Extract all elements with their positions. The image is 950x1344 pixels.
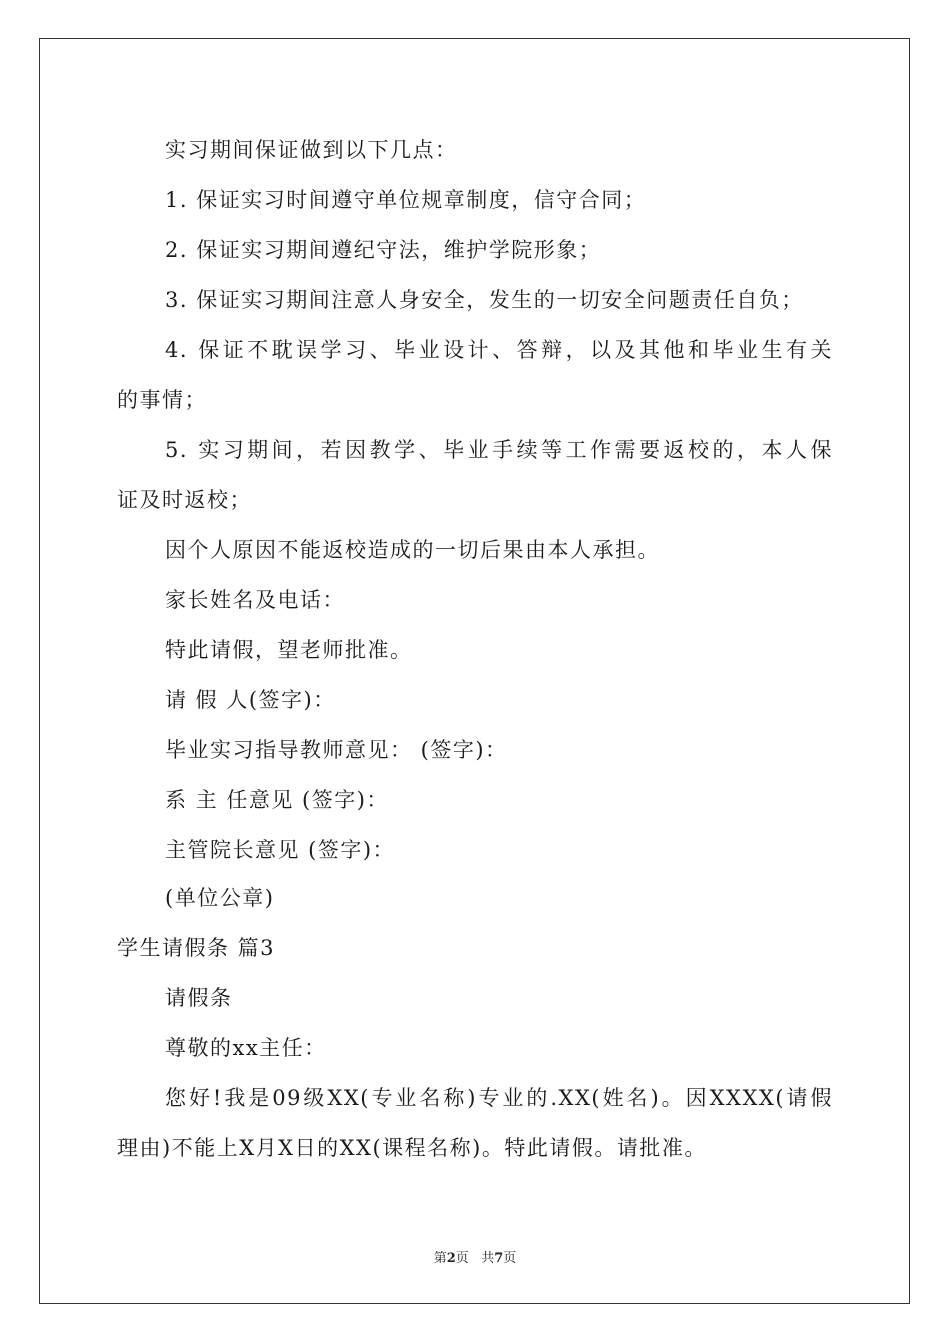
text-line-applicant-signature: 请 假 人(签字)： (165, 688, 336, 712)
footer-prefix: 第 (433, 1251, 447, 1266)
text-line-dept-head-opinion: 系 主 任意见 (签字)： (165, 788, 389, 812)
footer-page-label: 页 (455, 1251, 469, 1266)
letter-title: 请假条 (165, 986, 233, 1010)
footer-total-suffix: 页 (503, 1251, 517, 1266)
page-frame (39, 38, 910, 1304)
text-line-item-4: 4. 保证不耽误学习、毕业设计、答辩，以及其他和毕业生有关 (165, 338, 833, 362)
footer-total-pages: 7 (494, 1251, 504, 1266)
footer-total-prefix: 共 (481, 1251, 495, 1266)
text-line-request: 特此请假，望老师批准。 (165, 638, 413, 662)
text-line-dean-opinion: 主管院长意见 (签字)： (165, 838, 396, 862)
text-line-parent-contact: 家长姓名及电话： (165, 588, 345, 612)
text-line-unit-seal: (单位公章) (165, 886, 275, 910)
letter-salutation: 尊敬的xx主任： (165, 1036, 327, 1060)
text-line-item-2: 2. 保证实习期间遵纪守法，维护学院形象； (165, 238, 602, 262)
text-line-advisor-opinion: 毕业实习指导教师意见： (签字)： (165, 738, 508, 762)
text-line-consequence: 因个人原因不能返校造成的一切后果由本人承担。 (165, 538, 660, 562)
text-line-item-3: 3. 保证实习期间注意人身安全，发生的一切安全问题责任自负； (165, 288, 804, 312)
text-line-item-1: 1. 保证实习时间遵守单位规章制度，信守合同； (165, 188, 647, 212)
text-line-item-5-cont: 证及时返校； (117, 488, 252, 512)
letter-body-line-1: 您好!我是09级XX(专业名称)专业的.XX(姓名)。因XXXX(请假 (165, 1086, 833, 1110)
section-heading: 学生请假条 篇3 (117, 936, 276, 960)
page-footer (0, 1247, 950, 1266)
text-line-item-4-cont: 的事情； (117, 388, 207, 412)
letter-body-line-2: 理由)不能上X月X日的XX(课程名称)。特此请假。请批准。 (117, 1136, 707, 1160)
text-line-intro: 实习期间保证做到以下几点： (165, 138, 458, 162)
footer-current-page: 2 (446, 1251, 456, 1266)
text-line-item-5: 5. 实习期间，若因教学、毕业手续等工作需要返校的，本人保 (165, 438, 833, 462)
